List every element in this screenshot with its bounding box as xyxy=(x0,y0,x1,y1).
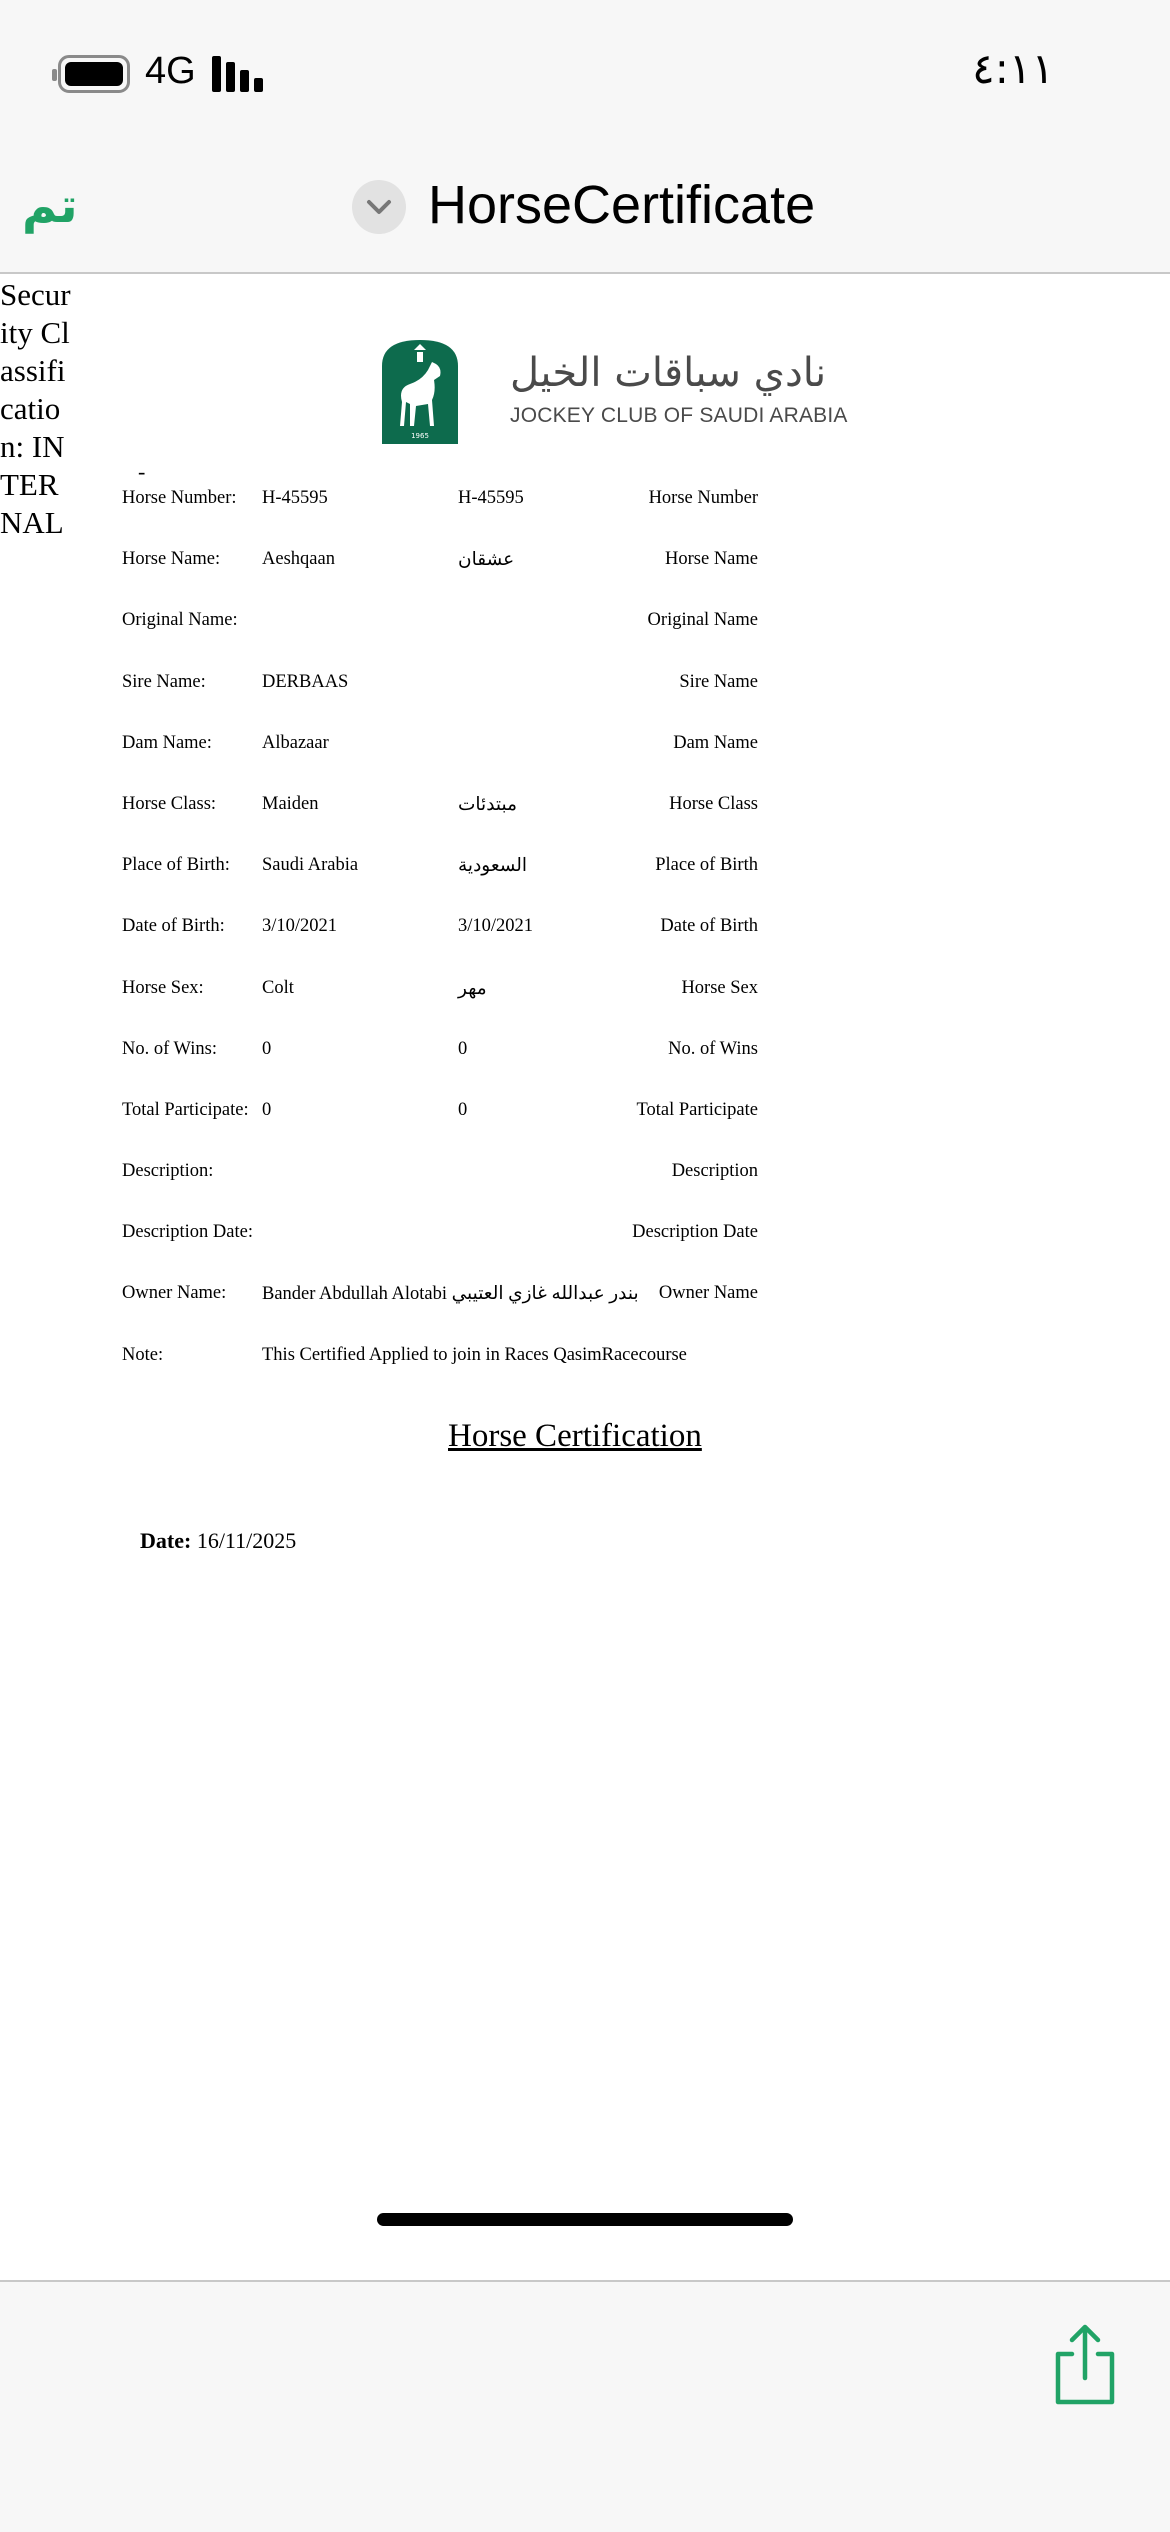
logo-arabic-text: نادي سباقات الخيل xyxy=(510,350,827,396)
field-value: DERBAAS xyxy=(262,671,349,692)
field-label-right: Horse Class xyxy=(669,793,758,814)
field-row xyxy=(0,1100,1170,1161)
security-classification: Security Classification: INTERNAL xyxy=(0,277,71,540)
field-value-arabic: 0 xyxy=(458,1038,468,1059)
field-label: Dam Name: xyxy=(122,732,212,753)
certification-title: Horse Certification xyxy=(448,1418,702,1454)
done-button[interactable]: تم xyxy=(22,178,78,234)
field-row xyxy=(0,672,1170,733)
field-row xyxy=(0,1161,1170,1222)
field-label: No. of Wins: xyxy=(122,1038,218,1059)
field-label: Horse Class: xyxy=(122,793,217,814)
field-label-right: Sire Name xyxy=(679,671,758,692)
field-label-right: Date of Birth xyxy=(660,916,758,937)
field-row xyxy=(0,794,1170,855)
field-value-arabic: 0 xyxy=(458,1099,468,1120)
field-row xyxy=(0,733,1170,794)
field-label-right: Dam Name xyxy=(673,732,758,753)
field-label: Original Name: xyxy=(122,610,238,631)
share-button[interactable] xyxy=(1052,2322,1118,2408)
field-label-right: Description xyxy=(671,1161,758,1182)
field-label-right: Horse Number xyxy=(648,488,758,508)
status-bar xyxy=(0,0,1170,150)
date-value: 16/11/2025 xyxy=(196,1528,297,1553)
horse-emblem-icon xyxy=(370,340,470,444)
field-label-right: No. of Wins xyxy=(668,1038,758,1059)
bottom-toolbar xyxy=(0,2280,1170,2532)
field-label: Date of Birth: xyxy=(122,916,225,937)
field-label-right: Total Participate xyxy=(636,1099,758,1120)
home-indicator[interactable] xyxy=(377,2213,793,2226)
field-value: Saudi Arabia xyxy=(262,855,359,876)
network-type: 4G xyxy=(145,50,196,92)
field-value-arabic: مهر xyxy=(458,978,487,999)
field-label: Description Date: xyxy=(122,1222,253,1243)
field-value: H-45595 xyxy=(262,488,328,508)
field-label: Total Participate: xyxy=(122,1099,249,1120)
chevron-down-icon xyxy=(366,199,392,215)
certificate-document xyxy=(0,276,1170,2240)
logo-english-text: JOCKEY CLUB OF SAUDI ARABIA xyxy=(510,404,848,427)
jockey-club-logo xyxy=(370,340,848,444)
certificate-fields xyxy=(0,488,1170,1406)
share-icon xyxy=(1052,2322,1118,2408)
certificate-date xyxy=(140,1528,296,1554)
field-value: 0 xyxy=(262,1099,272,1120)
date-label: Date: xyxy=(140,1528,192,1553)
field-row xyxy=(0,610,1170,671)
signal-bars-icon xyxy=(212,56,268,92)
field-value-arabic: مبتدئات xyxy=(458,794,517,815)
field-row xyxy=(0,488,1170,549)
field-label-right: Description Date xyxy=(632,1222,758,1243)
title-menu-button[interactable] xyxy=(352,180,406,234)
field-value-arabic: 3/10/2021 xyxy=(458,916,534,937)
field-label: Sire Name: xyxy=(122,671,206,692)
field-value: This Certified Applied to join in Races QasimRacecourse xyxy=(262,1344,687,1365)
battery-icon xyxy=(58,55,130,93)
field-row xyxy=(0,1283,1170,1344)
field-value-arabic: H-45595 xyxy=(458,488,524,508)
page-title: HorseCertificate xyxy=(428,175,816,235)
field-label: Horse Sex: xyxy=(122,977,204,998)
field-row xyxy=(0,978,1170,1039)
separator-dash: - xyxy=(138,459,146,484)
field-row xyxy=(0,855,1170,916)
field-label: Horse Name: xyxy=(122,549,221,570)
field-label: Note: xyxy=(122,1344,164,1365)
field-row xyxy=(0,916,1170,977)
field-label-right: Owner Name xyxy=(658,1283,758,1304)
field-value: Maiden xyxy=(262,793,319,814)
field-label-right: Original Name xyxy=(647,610,758,631)
field-value: 3/10/2021 xyxy=(262,916,338,937)
field-value: Albazaar xyxy=(262,732,329,753)
field-row xyxy=(0,1039,1170,1100)
status-time: ٤:١١ xyxy=(972,44,1054,93)
field-value: Aeshqaan xyxy=(262,549,335,570)
field-label-right: Place of Birth xyxy=(655,855,758,876)
svg-text:1965: 1965 xyxy=(411,432,429,440)
field-value-arabic: السعودية xyxy=(458,856,528,877)
field-value-arabic: عشقان xyxy=(458,550,515,571)
field-row xyxy=(0,1345,1170,1406)
field-label: Owner Name: xyxy=(122,1283,227,1304)
field-label: Description: xyxy=(122,1161,214,1182)
field-label: Place of Birth: xyxy=(122,855,230,876)
field-label-right: Horse Sex xyxy=(681,977,758,998)
field-label: Horse Number: xyxy=(122,488,237,508)
nav-bar xyxy=(0,150,1170,274)
field-label-right: Horse Name xyxy=(665,549,758,570)
field-row xyxy=(0,549,1170,610)
field-value: Colt xyxy=(262,977,294,998)
field-value: Bander Abdullah Alotabi بندر عبدالله غازي العتيبي xyxy=(262,1284,639,1305)
field-row xyxy=(0,1222,1170,1283)
field-value: 0 xyxy=(262,1038,272,1059)
